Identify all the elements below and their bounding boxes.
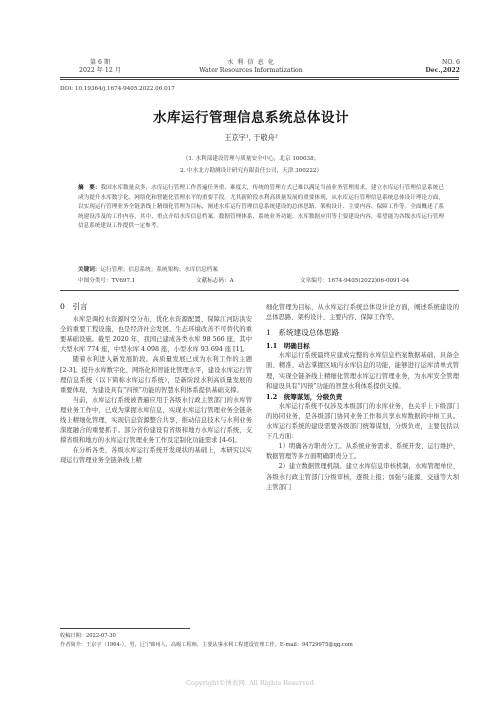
paragraph-1-1: 水库运行系统最终应建成完整的水库信息档案数据基础，具备全面、精准、动态掌握区域内水库信息的功能，能够进行运库清单式管理，实现全链条线上精细化管理水库运行管理业务，为水库安全管理和建设具有“四预”功能的智慧水利体系提供支撑。 [266, 352, 459, 390]
header-date: 2022 年 12 月 [79, 67, 121, 74]
article-number: 文章编号：1674-9405(2022)06-0091-04 [300, 278, 410, 284]
abstract-rule [60, 290, 459, 291]
section-1-heading: 1 系统建设总体思路 [266, 328, 340, 338]
abstract [78, 184, 444, 232]
journal-name-en: Water Resources Informatization [199, 67, 303, 74]
intro-paragraph-2: 随着水利进入新发展阶段，高质量发展已成为水利工作的主题 [2-3]。提升水库数字化、网络化和智能化管理水平，建设水库运行管理信息系统（以下简称水库运行系统），是新阶段水利高质量发展的重要体现，为建设具有“四预”功能的智慧水利体系提供基础支撑。 [60, 356, 252, 394]
keywords [78, 265, 444, 273]
copyright-watermark: Copyright©博看网. All Rights Reserved. [185, 679, 317, 687]
document-code: 文献标志码：A [196, 278, 234, 284]
intro-continuation: 细化管理为目标，从水库运行系统总体设计论方面，阐述系统建设的总体思路、架构设计、主要内容、保障工作等。 [266, 304, 459, 322]
intro-paragraph-1: 水库是调控水资源时空分布、优化水资源配置、保障江河防洪安全的重要工程设施，也是经济社会发展、生态环境改善不可替代的重要基础设施。截至 2020 年，我国已建成各类水库 98 566 座，其中大型水库 774 座，中型水库 4 098 座，小型水库 93 694 座 [1]。 [60, 316, 252, 354]
author-bio: 作者简介：王京宇（1964-），男，辽宁锦州人，高级工程师，主要从事水利工程建设管理工作。E-mail：94729975@qq.com [60, 642, 353, 648]
affiliation-2: 2. 中水北方勘测设计研究有限责任公司，天津 300222） [179, 168, 323, 174]
abstract-label: 摘 要： [78, 185, 101, 191]
doi: DOI: 10.19364/j.1674-9405.2022.06.017 [60, 86, 175, 92]
header-right [400, 59, 460, 75]
keywords-text: 运行管理；信息系统；系统架构；水库信息档案 [100, 267, 218, 273]
header-left [60, 59, 140, 75]
subsection-1-2: 1.2 统筹谋划，分级负责 [266, 392, 343, 401]
received-date: 收稿日期：2022-07-30 [60, 633, 116, 639]
header-date-en: Dec.,2022 [425, 67, 460, 74]
page-title: 水库运行管理信息系统总体设计 [153, 110, 349, 126]
header-issue: 第 6 期 [89, 59, 111, 66]
journal-name-cn: 水 利 信 息 化 [227, 59, 275, 66]
paragraph-1-2: 水库运行系统不仅涉及本级部门的水库业务，也关乎上下级部门的协同业务，是各级部门协同业务工作和共享水库数据的中枢工具。水库运行系统的建设需要各级部门统筹谋划，分级负责，主要包括以下几方面： [266, 402, 459, 441]
header-center [175, 59, 327, 75]
abstract-text: 我国水库数量众多，水库运行管理工作普遍任务重、难度大，传统的管理方式已难以满足当前业务管理需求。建立水库运行管理信息系统已成为提升水库数字化、网络化和智能化管理水平的重要手段。尤其新阶段水利高质量发展的重要体现，从水库运行管理信息系统总体设计理论方面，以实现运行管理业务全链条线上精细化管理为目标，阐述水库运行管理信息系统建设的总体思路、架构设计、主要内容、保障工作等。全面概述了系统建设涉及的工作内容，其中，重点介绍水库信息档案、数据管理体系、系统业务功能、水库数据应用等主要建设内容，希望能为各级水库运行管理信息系统建设工作提供一定参考。 [78, 185, 444, 230]
intro-paragraph-4: 在分析各类、各级水库运行系统开发现状的基础上，本研究以实现运行管理业务全链条线上精 [60, 447, 252, 465]
section-intro-heading: 0 引言 [60, 302, 88, 311]
header-rule [60, 77, 459, 78]
subsection-1-1: 1.1 明确目标 [266, 342, 310, 351]
footnote-rule [60, 628, 190, 629]
affiliation-1: （1. 水利部建设管理与质量安全中心，北京 100038； [182, 156, 320, 162]
paragraph-1-2-item-2: 2）建立数据管理机制。建立水库信息审核机制，水库管理单位、各级水行政主管部门分级审核，逐级上报；加强与能源、交通等大坝主管部门 [266, 463, 459, 491]
paragraph-1-2-item-1: 1）明确各方职责分工。从系统业务需求、系统开发、运行维护、数据管理等多方面明确职责分工。 [266, 443, 459, 461]
right-column [266, 303, 459, 493]
footnote [60, 632, 459, 650]
intro-paragraph-3: 当前，水库运行系统被普遍应用于各级水行政主管部门的水库管理业务工作中，已成为掌握水库信息，实现水库运行管理业务全链条线上精细化管理，实现信息资源整合共享，推动信息技术与水利业务深度融合的重要抓手。部分省份建设有省级和地方水库运行系统，支撑省级和地方的水库运行管理业务工作及定制化功能需求 [4-6]。 [60, 396, 252, 445]
authors: 王京宇¹, 于敬舟² [224, 133, 278, 142]
clc-number: 中图分类号：TV697.1 [78, 278, 136, 284]
header-issue-en: NO. 6 [442, 59, 460, 66]
keywords-label: 关键词： [78, 267, 101, 273]
left-column [60, 297, 252, 467]
